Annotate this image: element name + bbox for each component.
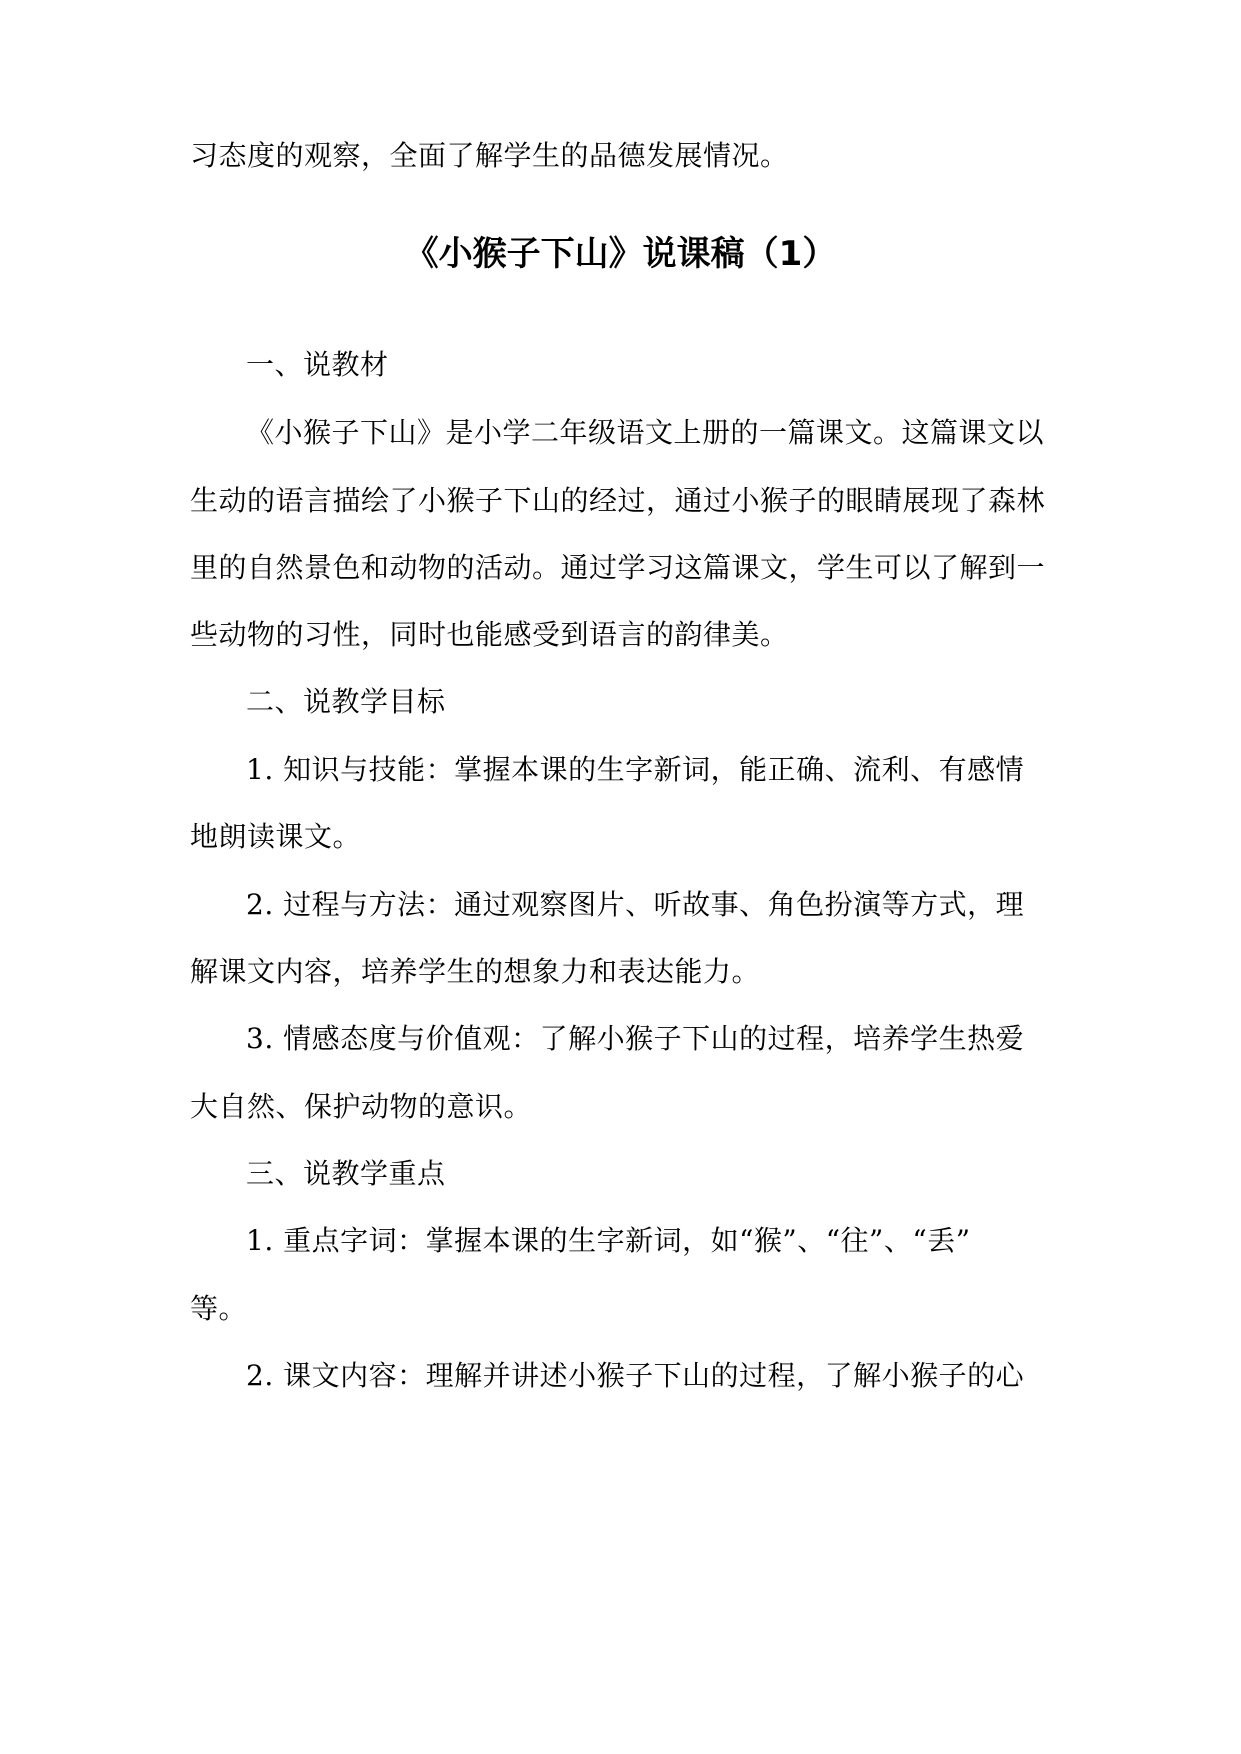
paragraph-line: 些动物的习性，同时也能感受到语言的韵律美。 [190,618,789,651]
section-heading-2: 二、说教学目标 [246,685,446,718]
list-item-line: 解课文内容，培养学生的想象力和表达能力。 [190,955,761,988]
paragraph-line: 里的自然景色和动物的活动。通过学习这篇课文，学生可以了解到一 [190,551,1046,584]
section-heading-3: 三、说教学重点 [246,1157,446,1190]
list-item-line: 等。 [190,1292,248,1325]
page-title: 《小猴子下山》说课稿（1） [404,234,837,274]
continuation-line: 习态度的观察，全面了解学生的品德发展情况。 [190,139,789,172]
paragraph-line: 生动的语言描绘了小猴子下山的经过，通过小猴子的眼睛展现了森林 [190,484,1046,517]
section-heading-1: 一、说教材 [246,348,389,381]
list-item-line: 2. 过程与方法：通过观察图片、听故事、角色扮演等方式，理 [246,888,1025,921]
paragraph-line: 《小猴子下山》是小学二年级语文上册的一篇课文。这篇课文以 [246,416,1045,449]
list-item-line: 大自然、保护动物的意识。 [190,1090,533,1123]
list-item-line: 1. 重点字词：掌握本课的生字新词，如“猴”、“往”、“丢” [246,1224,971,1257]
list-item-line: 1. 知识与技能：掌握本课的生字新词，能正确、流利、有感情 [246,753,1025,786]
list-item-line: 3. 情感态度与价值观：了解小猴子下山的过程，培养学生热爱 [246,1022,1025,1055]
list-item-line: 2. 课文内容：理解并讲述小猴子下山的过程，了解小猴子的心 [246,1359,1025,1392]
list-item-line: 地朗读课文。 [190,820,362,853]
